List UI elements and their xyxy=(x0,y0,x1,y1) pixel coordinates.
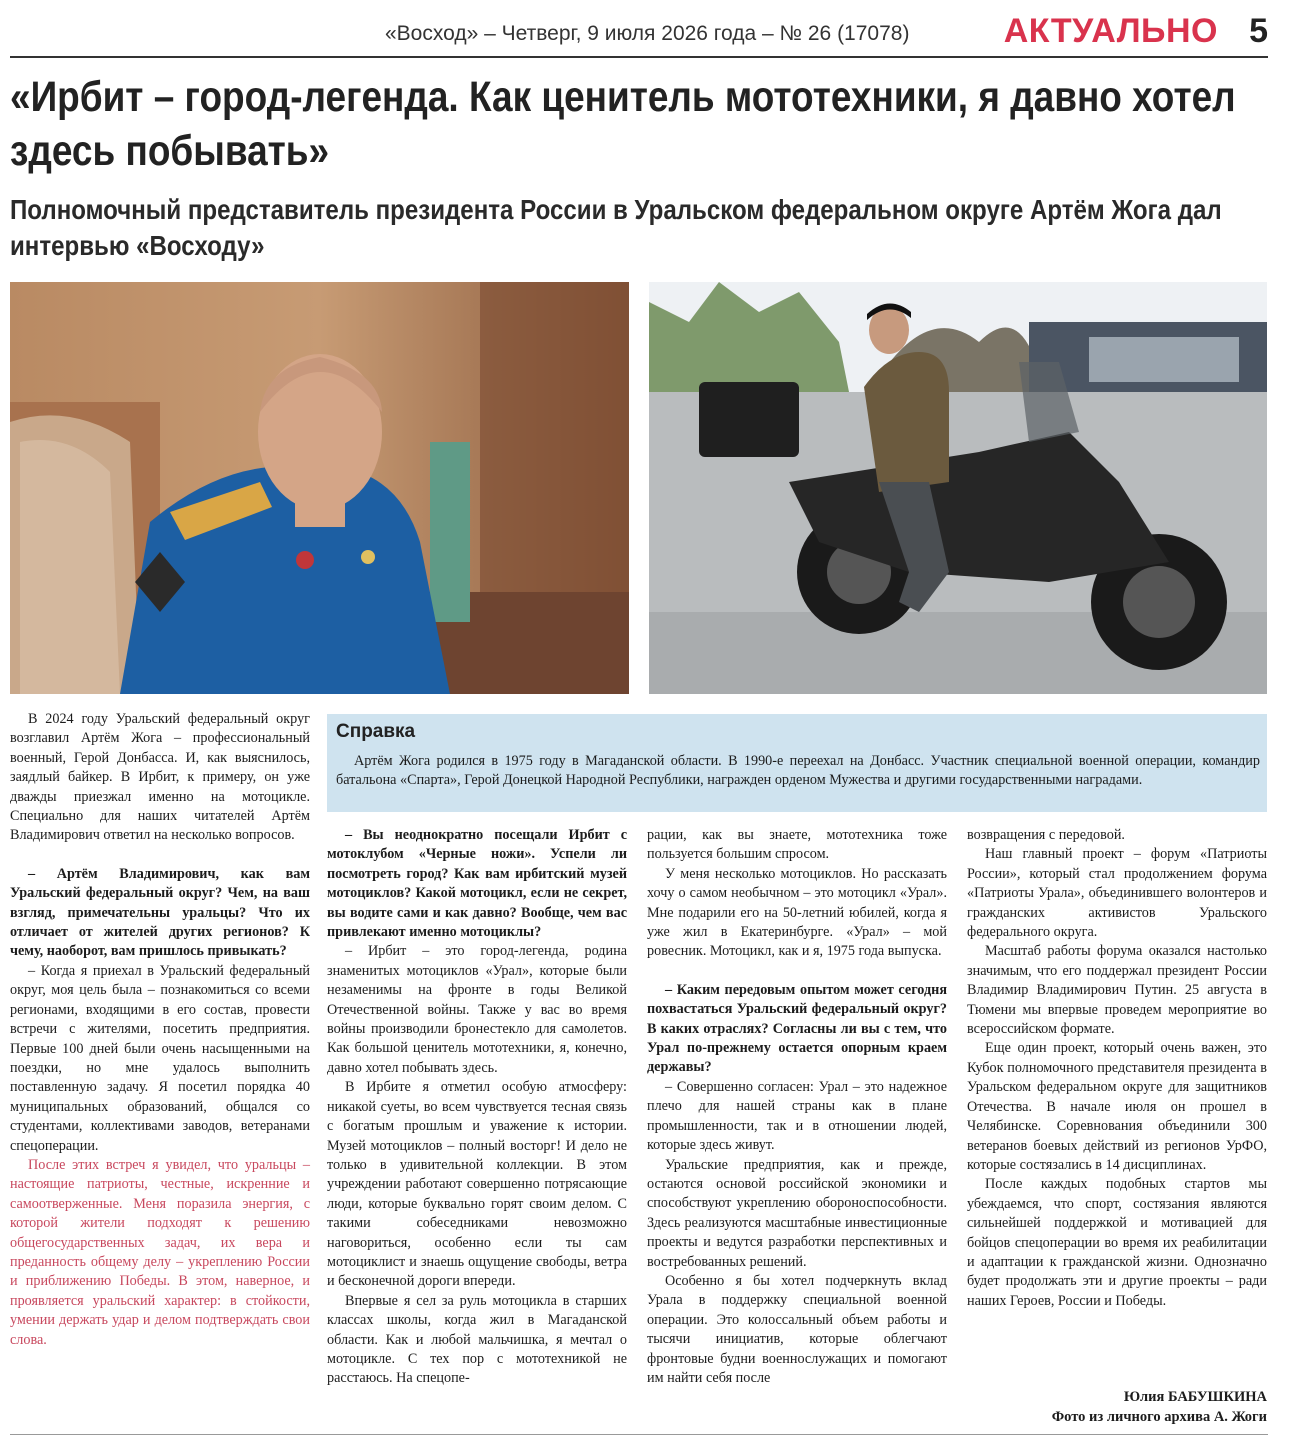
article-column-1 xyxy=(10,710,310,1350)
bottom-divider xyxy=(10,1434,1268,1435)
answer-paragraph: – Ирбит – это город-легенда, родина знаменитых мотоциклов «Урал», которые были незаменимы на фронте в годы Великой Отечественной войны. Также у вас во время войны производили бронестекло для самолетов. Как большой ценитель мототехники, я, конечно, давно хотел побывать здесь. xyxy=(327,943,627,1076)
byline xyxy=(1052,1388,1267,1427)
answer-paragraph: – Когда я приехал в Уральский федеральный округ, моя цель была – познакомиться со всеми регионами, входящими в его состав, провести встречи с жителями, посетить предприятия. Первые 100 дней были очень насыщенными на поездки, но мне удалось выполнить поставленную задачу. Я посетил порядка 40 муниципальных образований, общался со студентами, коллективами заводов, ветеранами спецоперации. xyxy=(10,962,310,1154)
article-headline: «Ирбит – город-легенда. Как ценитель мототехники, я давно хотел здесь побывать» xyxy=(10,73,1236,175)
answer-paragraph: рации, как вы знаете, мототехника тоже пользуется большим спросом. xyxy=(647,827,947,863)
question-1: – Артём Владимирович, как вам Уральский федеральный округ? Чем, на ваш взгляд, примечательны уральцы? Что их отличает от жителей других регионов? К чему, наоборот, вам пришлось привыкать? xyxy=(10,865,310,960)
highlighted-quote: После этих встреч я увидел, что уральцы – настоящие патриоты, честные, искренние и самоотверженные. Меня поразила энергия, с которой жители подходят к решению общегосударственных задач, их вера и преданность общему делу – укреплению России и приближению Победы. В этом, наверное, и проявляется уральский характер: в стойкости, умении держать удар и делом подтверждать свои слова. xyxy=(10,1156,310,1348)
photo-motorcycle xyxy=(649,282,1267,694)
article-subhead: Полномочный представитель президента России в Уральском федеральном округе Артём Жога дал интервью «Восходу» xyxy=(10,194,1222,261)
answer-paragraph: Наш главный проект – форум «Патриоты России», который стал продолжением форума «Патриоты Урала», объединившего волонтеров и гражданских активистов Уральского федерального округа. xyxy=(967,846,1267,941)
intro-paragraph: В 2024 году Уральский федеральный округ возглавил Артём Жога – профессиональный военный, Герой Донбасса. И, как выяснилось, заядлый байкер. В Ирбит, к примеру, он уже дважды приезжал именно на мотоцикле. Специально для наших читателей Артём Владимирович ответил на несколько вопросов. xyxy=(10,711,310,844)
answer-paragraph: Масштаб работы форума оказался настолько значимым, что его поддержал президент России Владимир Владимирович Путин. 25 августа в Тюмени мы впервые проведем мероприятие во всероссийском формате. xyxy=(967,943,1267,1038)
section-title: АКТУАЛЬНО xyxy=(1003,12,1218,50)
info-box xyxy=(327,714,1267,812)
answer-paragraph: У меня несколько мотоциклов. Но рассказать хочу о самом необычном – это мотоцикл «Урал». Мне подарили его на 50-летний юбилей, когда я уже жил в Екатеринбурге. «Урал» – мой ровесник. Мотоцикл, как и я, 1975 года выпуска. xyxy=(647,865,947,960)
page-header xyxy=(10,10,1268,58)
question-3: – Каким передовым опытом может сегодня похвастаться Уральский федеральный округ? В каких отраслях? Согласны ли вы с тем, что Урал по-прежнему остается опорным краем державы? xyxy=(647,981,947,1076)
article-column-3 xyxy=(647,826,947,1388)
answer-paragraph: После каждых подобных стартов мы убеждаемся, что спорт, состязания являются сильнейшей поддержкой и мотивацией для бойцов спецоперации во время их реабилитации и адаптации к гражданской жизни. Однозначно будет продолжать эти и другие проекты – ради наших Героев, России и Победы. xyxy=(967,1176,1267,1309)
answer-paragraph: – Совершенно согласен: Урал – это надежное плечо для нашей страны как в плане промышленности, так и в отношении людей, которые здесь живут. xyxy=(647,1078,947,1154)
author-name: Юлия БАБУШКИНА xyxy=(1123,1389,1267,1405)
article-column-2 xyxy=(327,826,627,1389)
answer-paragraph: Особенно я бы хотел подчеркнуть вклад Урала в поддержку специальной военной операции. Это колоссальный объем работы и тысячи инициатив, которые облегчают фронтовые будни военнослужащих и помогают им найти себя после xyxy=(647,1272,947,1386)
info-box-text: Артём Жога родился в 1975 году в Магаданской области. В 1990-е переехал на Донбасс. Участник специальной военной операции, командир батальона «Спарта», Герой Донецкой Народной Республики, награжден орденом Мужества и другими государственными наградами. xyxy=(336,753,1260,789)
photo-credit: Фото из личного архива А. Жоги xyxy=(1051,1408,1267,1425)
answer-paragraph: Впервые я сел за руль мотоцикла в старших классах школы, когда жил в Магаданской области. Как и любой мальчишка, я мечтал о мотоцикле. С тех пор с мототехникой не расстаюсь. На спецопе- xyxy=(327,1292,627,1387)
photo-uniform-portrait xyxy=(10,282,629,694)
question-2: – Вы неоднократно посещали Ирбит с мотоклубом «Черные ножи». Успели ли посмотреть город? Как вам ирбитский музей мотоциклов? Какой мотоцикл, если не секрет, вы водите сами и как давно? Вообще, чем вас привлекают именно мотоциклы? xyxy=(327,827,627,941)
issue-info: «Восход» – Четверг, 9 июля 2026 года – № 26 (17078) xyxy=(385,22,910,45)
info-box-title: Справка xyxy=(336,721,416,742)
article-column-4 xyxy=(967,826,1267,1311)
answer-paragraph: Еще один проект, который очень важен, это Кубок полномочного представителя президента в Уральском федеральном округе для защитников Отечества. В начале июля он прошел в Челябинске. Соревнования объединили 300 ветеранов боевых действий из регионов УрФО, которые состязались в 14 дисциплинах. xyxy=(967,1040,1267,1173)
answer-paragraph: Уральские предприятия, как и прежде, остаются основой российской экономики и способствуют укреплению обороноспособности. Здесь реализуются масштабные инвестиционные проекты и ведутся разработки перспективных и востребованных решений. xyxy=(647,1156,947,1270)
page-number: 5 xyxy=(1249,12,1268,50)
answer-paragraph: возвращения с передовой. xyxy=(967,827,1125,843)
answer-paragraph: В Ирбите я отметил особую атмосферу: никакой суеты, во всем чувствуется тесная связь с богатым прошлым и уважение к истории. Музей мотоциклов – полный восторг! И дело не только в удивительной коллекции. В этом учреждении работают совершенно потрясающие люди, которые буквально горят своим делом. С такими собеседниками невозможно наговориться, особенно если ты сам мотоциклист и знаешь ощущение свободы, ветра и бесконечной дороги впереди. xyxy=(327,1079,627,1290)
